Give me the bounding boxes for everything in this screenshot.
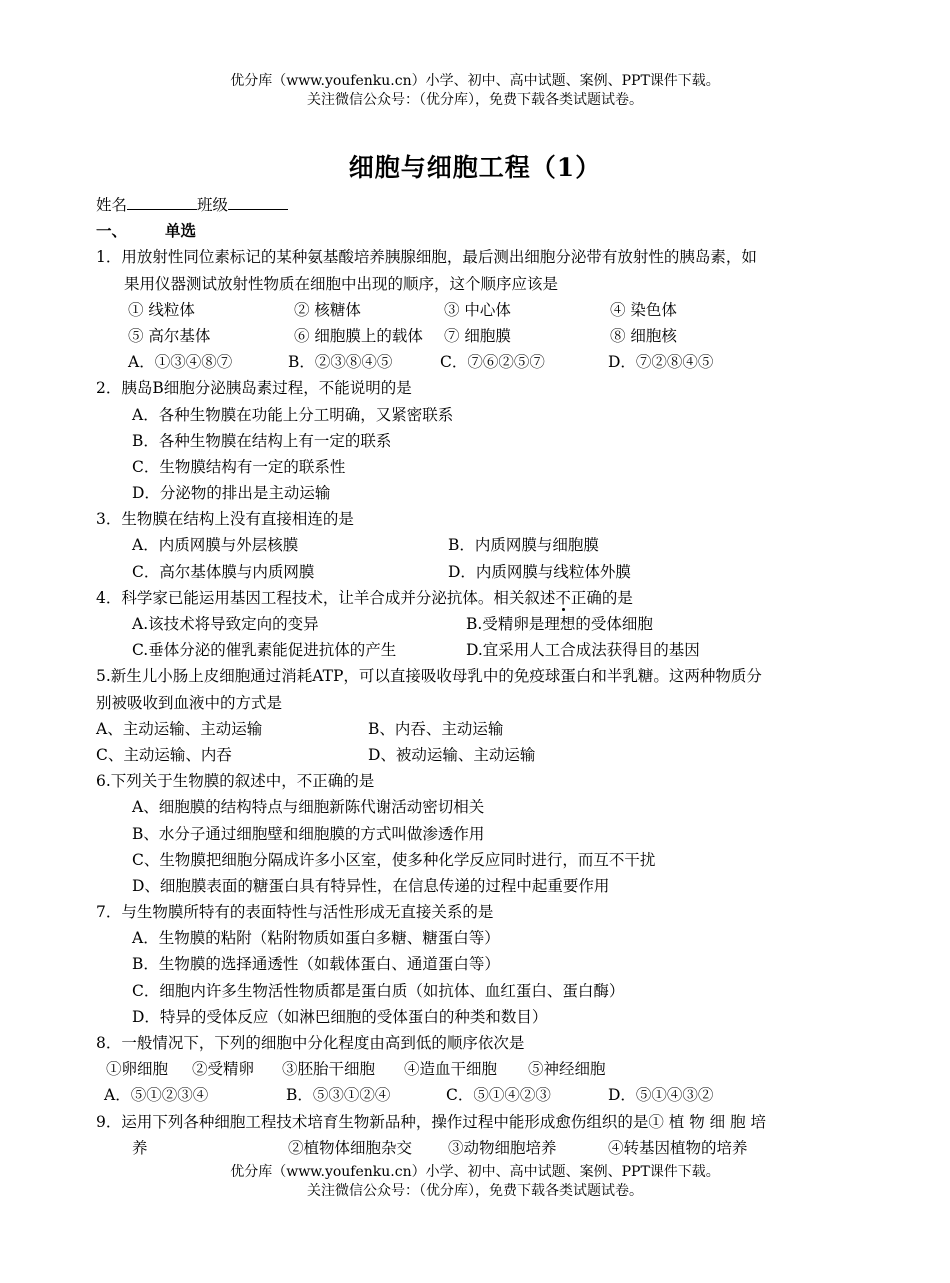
question-1-stem-line-2: 果用仪器测试放射性物质在细胞中出现的顺序，这个顺序应该是 — [124, 274, 559, 293]
q5-option-b[interactable]: B、内吞、主动运输 — [368, 719, 504, 738]
q2-option-c[interactable]: C．生物膜结构有一定的联系性 — [132, 457, 346, 476]
q1-item: ⑧ 细胞核 — [610, 326, 677, 345]
question-5-options-row-1 — [96, 716, 856, 742]
q3-option-d[interactable]: D．内质网膜与线粒体外膜 — [448, 562, 631, 581]
q1-option-d[interactable]: D．⑦②⑧④⑤ — [608, 353, 714, 372]
question-9-stem-line-1 — [96, 1109, 856, 1135]
q1-item: ② 核糖体 — [294, 300, 361, 319]
footer-line-1: 优分库（www.youfenku.cn）小学、初中、高中试题、案例、PPT课件下载。 — [230, 1164, 720, 1180]
footer-line-2: 关注微信公众号：（优分库），免费下载各类试题试卷。 — [307, 1183, 643, 1199]
question-1-stem-line-1: 1．用放射性同位素标记的某种氨基酸培养胰腺细胞，最后测出细胞分泌带有放射性的胰岛素，如 — [96, 248, 757, 267]
question-1-items-row-2 — [96, 323, 856, 349]
question-8-items — [96, 1056, 856, 1082]
q1-option-b[interactable]: B．②③⑧④⑤ — [288, 353, 393, 372]
q8-item: ④造血干细胞 — [404, 1060, 498, 1079]
q1-option-a[interactable]: A．①③④⑧⑦ — [128, 353, 233, 372]
question-5-stem-line-1: 5.新生儿小肠上皮细胞通过消耗ATP，可以直接吸收母乳中的免疫球蛋白和半乳糖。这两种物质分 — [96, 667, 762, 686]
q4-option-b[interactable]: B.受精卵是理想的受体细胞 — [466, 615, 653, 633]
q7-option-c[interactable]: C．细胞内许多生物活性物质都是蛋白质（如抗体、血红蛋白、蛋白酶） — [132, 981, 625, 1000]
q4-option-a[interactable]: A.该技术将导致定向的变异 — [132, 615, 319, 633]
emphasis-not: 不 — [555, 588, 571, 607]
q5-option-c[interactable]: C、主动运输、内吞 — [96, 745, 232, 764]
class-blank[interactable] — [228, 192, 288, 210]
page-header — [0, 72, 950, 110]
worksheet-body — [96, 192, 856, 1161]
q3-option-a[interactable]: A．内质网膜与外层核膜 — [132, 536, 299, 555]
q8-item: ③胚胎干细胞 — [282, 1060, 376, 1079]
q3-option-c[interactable]: C．高尔基体膜与内质网膜 — [132, 562, 315, 581]
question-5-stem-line-2: 别被吸收到血液中的方式是 — [96, 693, 283, 712]
question-3-options-row-1 — [96, 532, 856, 558]
q1-item: ⑥ 细胞膜上的载体 — [294, 326, 423, 345]
section-number: 一、 — [96, 221, 128, 241]
q8-item: ⑤神经细胞 — [528, 1060, 606, 1079]
q1-option-c[interactable]: C．⑦⑥②⑤⑦ — [440, 353, 545, 372]
question-2 — [96, 375, 856, 506]
question-5-options-row-2 — [96, 742, 856, 768]
question-2-stem: 2．胰岛B细胞分泌胰岛素过程，不能说明的是 — [96, 379, 412, 398]
question-5 — [96, 663, 856, 768]
page-title: 细胞与细胞工程（1） — [348, 153, 602, 182]
question-9-stem-line-2 — [96, 1135, 856, 1161]
question-3-options-row-2 — [96, 559, 856, 585]
q8-option-c[interactable]: C．⑤①④②③ — [446, 1086, 551, 1105]
q8-item: ①卵细胞 — [106, 1060, 169, 1079]
question-6 — [96, 768, 856, 899]
q6-option-c[interactable]: C、生物膜把细胞分隔成许多小区室，使多种化学反应同时进行，而互不干扰 — [132, 850, 656, 869]
section-heading — [96, 218, 856, 244]
question-8-options — [96, 1082, 856, 1108]
question-4-stem-pre: 4．科学家已能运用基因工程技术，让羊合成并分泌抗体。相关叙述 — [96, 588, 556, 607]
question-1 — [96, 244, 856, 375]
q4-option-d[interactable]: D.宜采用人工合成法获得目的基因 — [466, 641, 700, 660]
q1-item: ④ 染色体 — [610, 300, 677, 319]
name-label: 姓名 — [96, 196, 128, 214]
question-8-stem: 8．一般情况下，下列的细胞中分化程度由高到低的顺序依次是 — [96, 1034, 525, 1052]
question-1-items-row-1 — [96, 297, 856, 323]
question-1-options — [96, 349, 856, 375]
q2-option-a[interactable]: A．各种生物膜在功能上分工明确，又紧密联系 — [132, 405, 454, 424]
q1-item: ③ 中心体 — [444, 300, 511, 319]
q7-option-d[interactable]: D．特异的受体反应（如淋巴细胞的受体蛋白的种类和数目） — [132, 1007, 548, 1026]
q6-option-b[interactable]: B、水分子通过细胞壁和细胞膜的方式叫做渗透作用 — [132, 824, 485, 843]
q1-item: ⑦ 细胞膜 — [444, 326, 511, 345]
question-4 — [96, 585, 856, 664]
question-9-stem: 9．运用下列各种细胞工程技术培育生物新品种，操作过程中能形成愈伤组织的是 — [96, 1112, 649, 1131]
q5-option-d[interactable]: D、被动运输、主动运输 — [368, 745, 536, 764]
q2-option-b[interactable]: B．各种生物膜在结构上有一定的联系 — [132, 431, 392, 450]
question-4-options-row-2 — [96, 637, 856, 663]
question-8 — [96, 1030, 856, 1109]
header-line-1: 优分库（www.youfenku.cn）小学、初中、高中试题、案例、PPT课件下载。 — [230, 73, 720, 89]
q9-item: ②植物体细胞杂交 — [288, 1138, 413, 1157]
question-7-stem: 7．与生物膜所特有的表面特性与活性形成无直接关系的是 — [96, 903, 494, 922]
q8-option-b[interactable]: B．⑤③①②④ — [286, 1086, 391, 1105]
q8-item: ②受精卵 — [192, 1060, 255, 1079]
section-label: 单选 — [165, 221, 197, 241]
name-blank[interactable] — [127, 192, 197, 210]
q1-item: ① 线粒体 — [128, 300, 195, 319]
q8-option-a[interactable]: A．⑤①②③④ — [104, 1086, 209, 1105]
q1-item: ⑤ 高尔基体 — [128, 326, 211, 345]
q8-option-d[interactable]: D．⑤①④③② — [608, 1086, 714, 1105]
q6-option-a[interactable]: A、细胞膜的结构特点与细胞新陈代谢活动密切相关 — [132, 798, 485, 817]
question-6-stem: 6.下列关于生物膜的叙述中，不正确的是 — [96, 772, 375, 791]
q9-item: ④转基因植物的培养 — [608, 1138, 748, 1157]
question-4-options-row-1 — [96, 611, 856, 637]
question-4-stem-post: 正确的是 — [570, 588, 633, 607]
question-3 — [96, 506, 856, 585]
q2-option-d[interactable]: D．分泌物的排出是主动运输 — [132, 484, 331, 503]
student-info — [96, 192, 856, 218]
q4-option-c[interactable]: C.垂体分泌的催乳素能促进抗体的产生 — [132, 641, 397, 660]
q6-option-d[interactable]: D、细胞膜表面的糖蛋白具有特异性，在信息传递的过程中起重要作用 — [132, 876, 610, 895]
q7-option-a[interactable]: A．生物膜的粘附（粘附物质如蛋白多糖、糖蛋白等） — [132, 929, 500, 948]
question-3-stem: 3．生物膜在结构上没有直接相连的是 — [96, 510, 354, 529]
q7-option-b[interactable]: B．生物膜的选择通透性（如载体蛋白、通道蛋白等） — [132, 955, 500, 974]
question-7 — [96, 899, 856, 1030]
q9-item-suffix: 养 — [132, 1138, 148, 1157]
header-line-2: 关注微信公众号：（优分库），免费下载各类试题试卷。 — [307, 92, 643, 108]
question-4-stem — [96, 585, 856, 611]
class-label: 班级 — [197, 196, 229, 214]
q9-item: ③动物细胞培养 — [448, 1138, 557, 1157]
q9-item: ① 植 物 细 胞 培 — [648, 1112, 767, 1131]
page-footer — [0, 1163, 950, 1201]
q5-option-a[interactable]: A、主动运输、主动运输 — [96, 719, 263, 738]
q3-option-b[interactable]: B．内质网膜与细胞膜 — [448, 536, 599, 555]
question-9 — [96, 1109, 856, 1161]
